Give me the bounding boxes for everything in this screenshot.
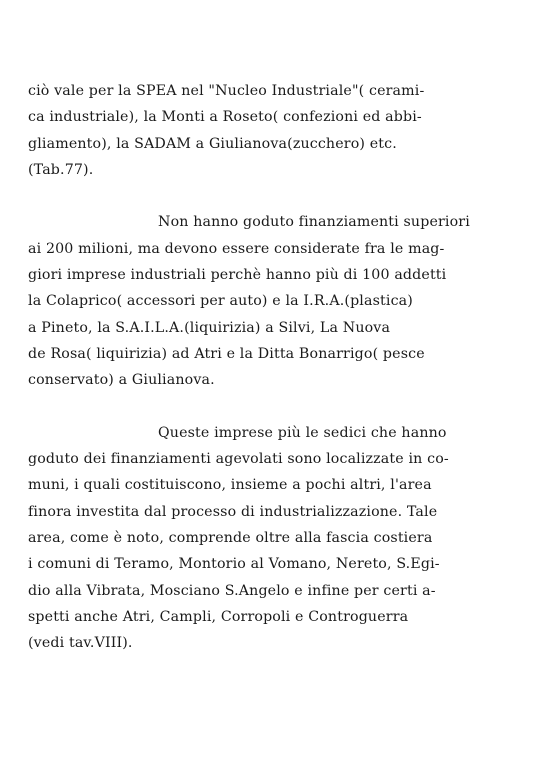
text-line: la Colaprico( accessori per auto) e la I.R.A.(plastica): [28, 293, 413, 310]
text-line: finora investita dal processo di industrializzazione. Tale: [28, 503, 438, 520]
text-line: conservato) a Giulianova.: [28, 372, 215, 389]
text-line: ciò vale per la SPEA nel "Nucleo Industriale"( cerami-: [28, 83, 425, 99]
text-line: muni, i quali costituiscono, insieme a pochi altri, l'area: [28, 477, 432, 494]
text-line: spetti anche Atri, Campli, Corropoli e Controguerra: [28, 608, 409, 625]
text-line: area, come è noto, comprende oltre alla fascia costiera: [28, 530, 433, 547]
text-line: de Rosa( liquirizia) ad Atri e la Ditta Bonarrigo( pesce: [28, 345, 425, 362]
paragraph: [28, 78, 533, 183]
paragraph: [28, 420, 533, 657]
text-line: Queste imprese più le sedici che hanno: [158, 424, 447, 441]
text-line: giori imprese industriali perchè hanno più di 100 addetti: [28, 267, 447, 284]
text-line: (vedi tav.VIII).: [28, 635, 133, 652]
text-line: Non hanno goduto finanziamenti superiori: [158, 214, 470, 231]
text-line: dio alla Vibrata, Mosciano S.Angelo e infine per certi a-: [28, 582, 436, 599]
paragraph-gap: [28, 394, 533, 420]
text-line: (Tab.77).: [28, 161, 94, 178]
body-text: [28, 78, 533, 657]
text-line: ai 200 milioni, ma devono essere considerate fra le mag-: [28, 240, 445, 257]
text-line: gliamento), la SADAM a Giulianova(zucchero) etc.: [28, 135, 397, 152]
text-line: ca industriale), la Monti a Roseto( confezioni ed abbi-: [28, 109, 422, 126]
paragraph: [28, 209, 533, 393]
text-line: a Pineto, la S.A.I.L.A.(liquirizia) a Silvi, La Nuova: [28, 319, 391, 336]
text-line: goduto dei finanziamenti agevolati sono localizzate in co-: [28, 451, 449, 468]
text-line: i comuni di Teramo, Montorio al Vomano, Nereto, S.Egi-: [28, 556, 440, 573]
paragraph-gap: [28, 183, 533, 209]
